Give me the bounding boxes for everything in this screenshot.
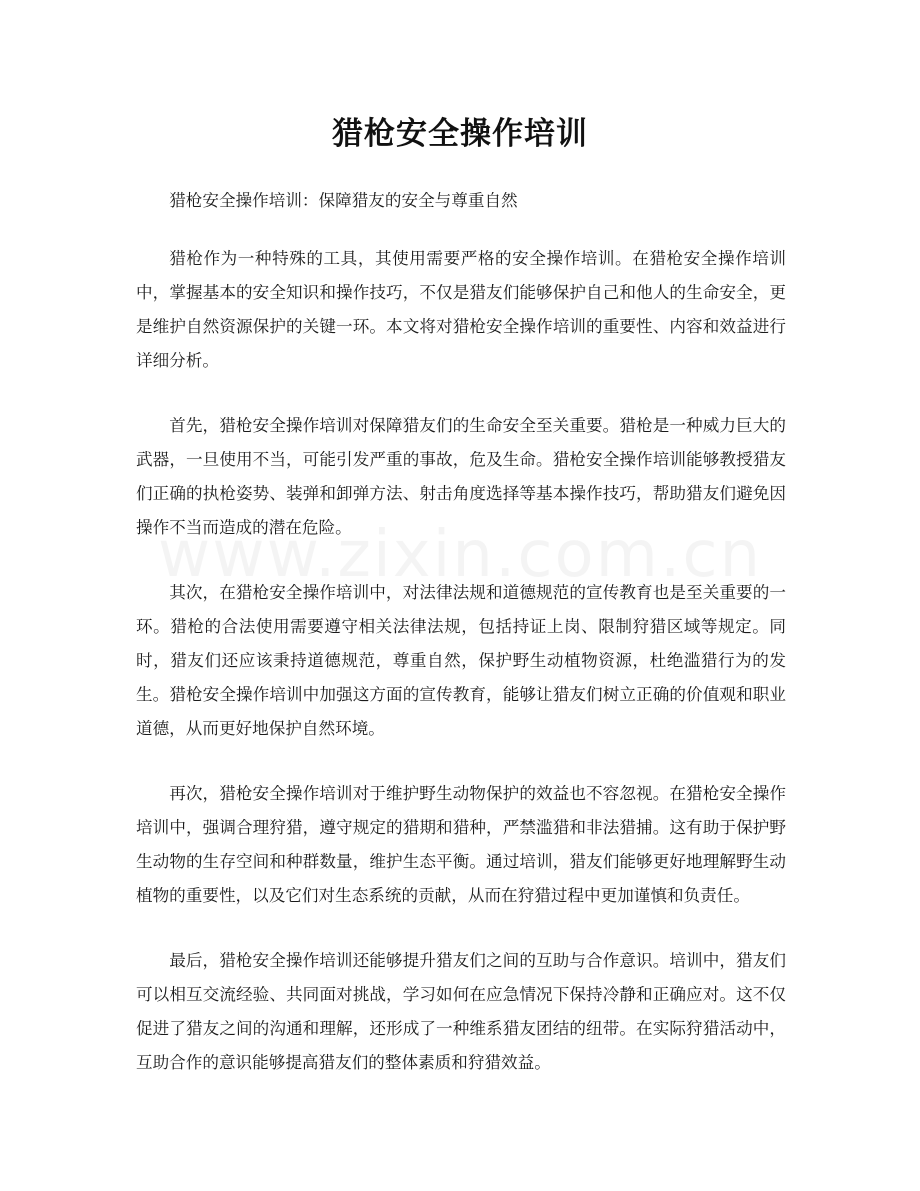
paragraph-5: 最后，猎枪安全操作培训还能够提升猎友们之间的互助与合作意识。培训中，猎友们可以相互交流经验、共同面对挑战，学习如何在应急情况下保持冷静和正确应对。这不仅促进了猎友之间的沟通和理解，还形成了一种维系猎友团结的纽带。在实际狩猎活动中，互助合作的意识能够提高猎友们的整体素质和狩猎效益。 bbox=[136, 951, 786, 1072]
paragraph-3: 其次，在猎枪安全操作培训中，对法律法规和道德规范的宣传教育也是至关重要的一环。猎枪的合法使用需要遵守相关法律法规，包括持证上岗、限制狩猎区域等规定。同时，猎友们还应该秉持道德规范，尊重自然，保护野生动植物资源，杜绝滥猎行为的发生。猎枪安全操作培训中加强这方面的宣传教育，能够让猎友们树立正确的价值观和职业道德，从而更好地保护自然环境。 bbox=[136, 583, 786, 738]
document-subtitle: 猎枪安全操作培训：保障猎友的安全与尊重自然 bbox=[169, 191, 518, 210]
paragraph-4: 再次，猎枪安全操作培训对于维护野生动物保护的效益也不容忽视。在猎枪安全操作培训中，强调合理狩猎，遵守规定的猎期和猎种，严禁滥猎和非法猎捕。这有助于保护野生动物的生存空间和种群数量，维护生态平衡。通过培训，猎友们能够更好地理解野生动植物的重要性，以及它们对生态系统的贡献，从而在狩猎过程中更加谨慎和负责任。 bbox=[136, 784, 786, 905]
document-title: 猎枪安全操作培训 bbox=[332, 116, 588, 152]
paragraph-2: 首先，猎枪安全操作培训对保障猎友们的生命安全至关重要。猎枪是一种威力巨大的武器，一旦使用不当，可能引发严重的事故，危及生命。猎枪安全操作培训能够教授猎友们正确的执枪姿势、装弹和卸弹方法、射击角度选择等基本操作技巧，帮助猎友们避免因操作不当而造成的潜在危险。 bbox=[136, 416, 786, 537]
document-body bbox=[136, 184, 786, 1111]
paragraph-1: 猎枪作为一种特殊的工具，其使用需要严格的安全操作培训。在猎枪安全操作培训中，掌握基本的安全知识和操作技巧，不仅是猎友们能够保护自己和他人的生命安全，更是维护自然资源保护的关键一环。本文将对猎枪安全操作培训的重要性、内容和效益进行详细分析。 bbox=[136, 249, 786, 370]
